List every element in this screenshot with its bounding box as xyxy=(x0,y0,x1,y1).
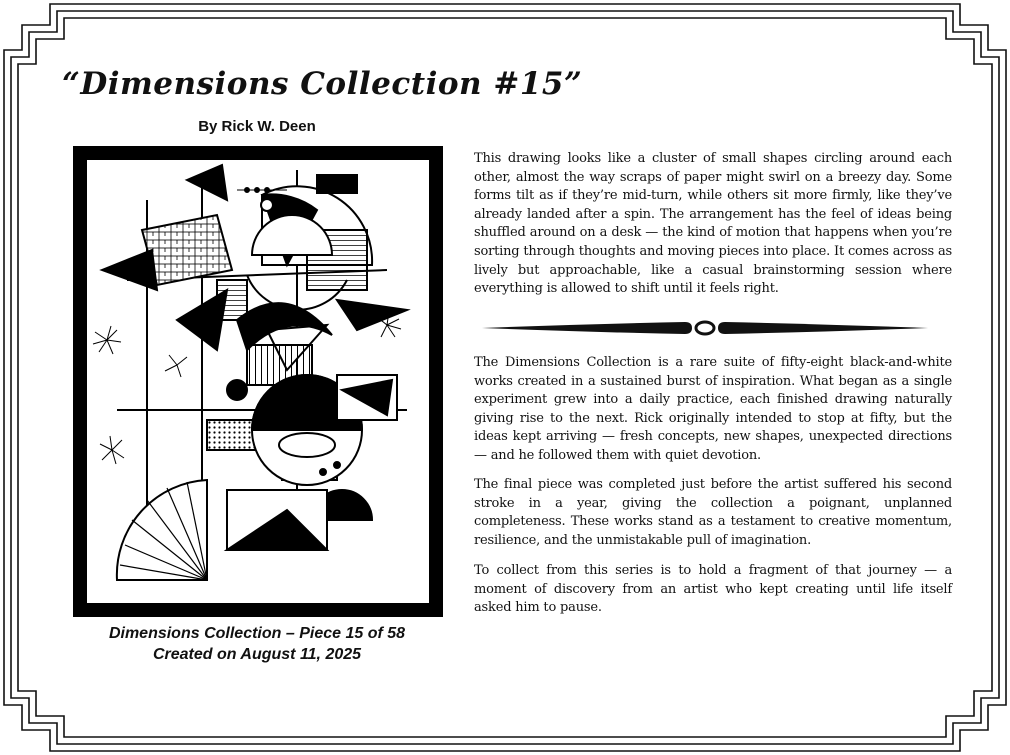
caption-piece-number: Dimensions Collection – Piece 15 of 58 xyxy=(108,625,406,642)
artist-byline: By Rick W. Deen xyxy=(198,118,316,135)
artwork-caption xyxy=(72,623,442,665)
collection-paragraph: The Dimensions Collection is a rare suite of fifty-eight black-and-white works created in a sustained burst of inspiration. What began as a single experiment grew into a daily practice, each finished drawing naturally giving rise to the next. Rick originally intended to stop at fifty, but the ideas kept arriving — fresh concepts, new shapes, unexpected directions — and he followed them with quiet devotion. xyxy=(474,355,952,463)
caption-created-date: Created on August 11, 2025 xyxy=(152,646,362,663)
artwork-mat xyxy=(87,160,429,603)
artwork-frame xyxy=(73,146,443,617)
description-paragraph: This drawing looks like a cluster of small shapes circling around each other, almost the way scraps of paper might swirl on a breezy day. Some forms tilt as if they’re mid-turn, while others sit more firmly, like they’ve already landed after a spin. The arrangement has the feel of ideas being shuffled around on a desk — the kind of motion that happens when you’re sorting through thoughts and moving pieces into place. It comes across as lively but approachable, like a casual brainstorming session where everything is allowed to shift until it feels right. xyxy=(474,151,952,297)
page-title: “Dimensions Collection #15” xyxy=(62,66,583,102)
collect-paragraph: To collect from this series is to hold a fragment of that journey — a moment of discovery from an artist who kept creating until life itself asked him to pause. xyxy=(474,563,952,616)
final-piece-paragraph: The final piece was completed just before the artist suffered his second stroke in a year, giving the collection a poignant, unplanned completeness. These works stand as a testament to creative momentum, resilience, and the unmistakable pull of imagination. xyxy=(474,477,952,548)
abstract-drawing-icon xyxy=(87,160,429,603)
ornamental-divider xyxy=(480,318,930,338)
